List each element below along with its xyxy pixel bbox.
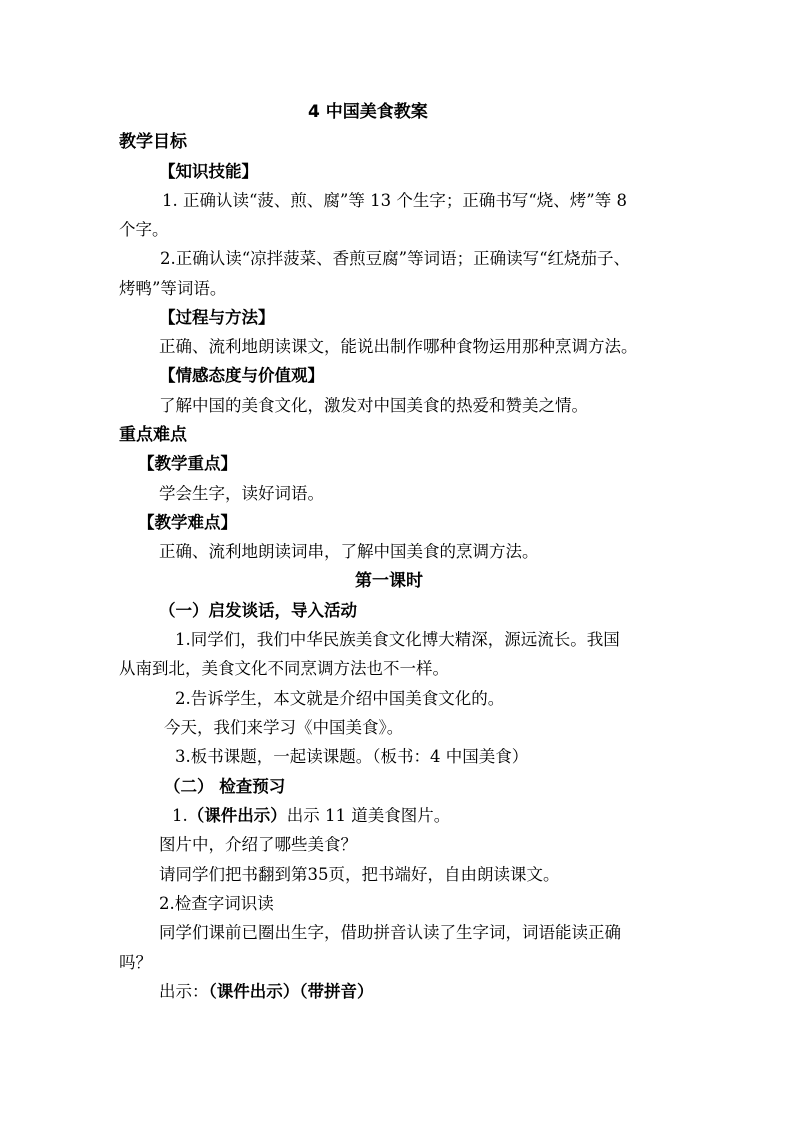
key-points-heading: 【教学重点】 [138,454,237,473]
process-heading: 【过程与方法】 [159,308,275,327]
part-two-instruction: 请同学们把书翻到第35页，把书端好，自由朗读课文。 [159,865,560,884]
part-two-item-1-courseware: （课件出示） [187,806,287,825]
part-two-item-1 [172,805,450,827]
key-points-text: 学会生字，读好词语。 [159,484,324,503]
process-text: 正确、流利地朗读课文，能说出制作哪种食物运用那种烹调方法。 [159,337,638,356]
part-one-item-1-line-2: 从南到北，美食文化不同烹调方法也不一样。 [119,659,449,678]
show-courseware: （课件出示）（带拼音） [208,982,374,1001]
part-two-check-line-1: 同学们课前已圈出生字，借助拼音认读了生字词，词语能读正确 [159,923,621,942]
emotion-text: 了解中国的美食文化，激发对中国美食的热爱和赞美之情。 [159,396,588,415]
difficult-points-heading: 【教学难点】 [138,513,237,532]
part-two-check-line-2: 吗？ [119,953,152,972]
part-two-item-2: 2.检查字词识读 [159,894,274,913]
lesson-one-heading: 第一课时 [355,571,423,591]
emotion-heading: 【情感态度与价值观】 [159,366,324,385]
knowledge-item-2-line-1: 2.正确认读“凉拌菠菜、香煎豆腐”等词语；正确读写“红烧茄子、 [160,249,631,268]
document-title: 4 中国美食教案 [308,102,428,122]
part-two-question: 图片中，介绍了哪些美食？ [159,835,357,854]
show-prefix: 出示： [159,982,209,1001]
part-two-heading: （二） 检查预习 [164,777,286,796]
knowledge-item-2-line-2: 烤鸭”等词语。 [119,279,227,298]
part-one-item-1-line-1: 1.同学们，我们中华民族美食文化博大精深，源远流长。我国 [175,630,620,649]
part-two-item-1-rest: 出示 11 道美食图片。 [286,806,451,825]
knowledge-item-1-line-1: 1. 正确认读“菠、煎、腐”等 13 个生字；正确书写“烧、烤”等 8 [162,191,627,210]
part-one-item-3: 3.板书课题，一起读课题。（板书：4 中国美食） [175,747,529,766]
show-line [159,981,374,1003]
part-one-today: 今天，我们来学习《中国美食》。 [164,718,404,737]
objectives-heading: 教学目标 [119,132,187,152]
difficult-points-text: 正确、流利地朗读词串，了解中国美食的烹调方法。 [159,542,539,561]
key-difficult-heading: 重点难点 [119,425,187,445]
part-one-heading: （一）启发谈话，导入活动 [159,601,357,620]
part-two-item-1-prefix: 1. [172,806,188,825]
knowledge-item-1-line-2: 个字。 [119,220,169,239]
part-one-item-2: 2.告诉学生，本文就是介绍中国美食文化的。 [175,689,505,708]
knowledge-heading: 【知识技能】 [159,162,258,181]
